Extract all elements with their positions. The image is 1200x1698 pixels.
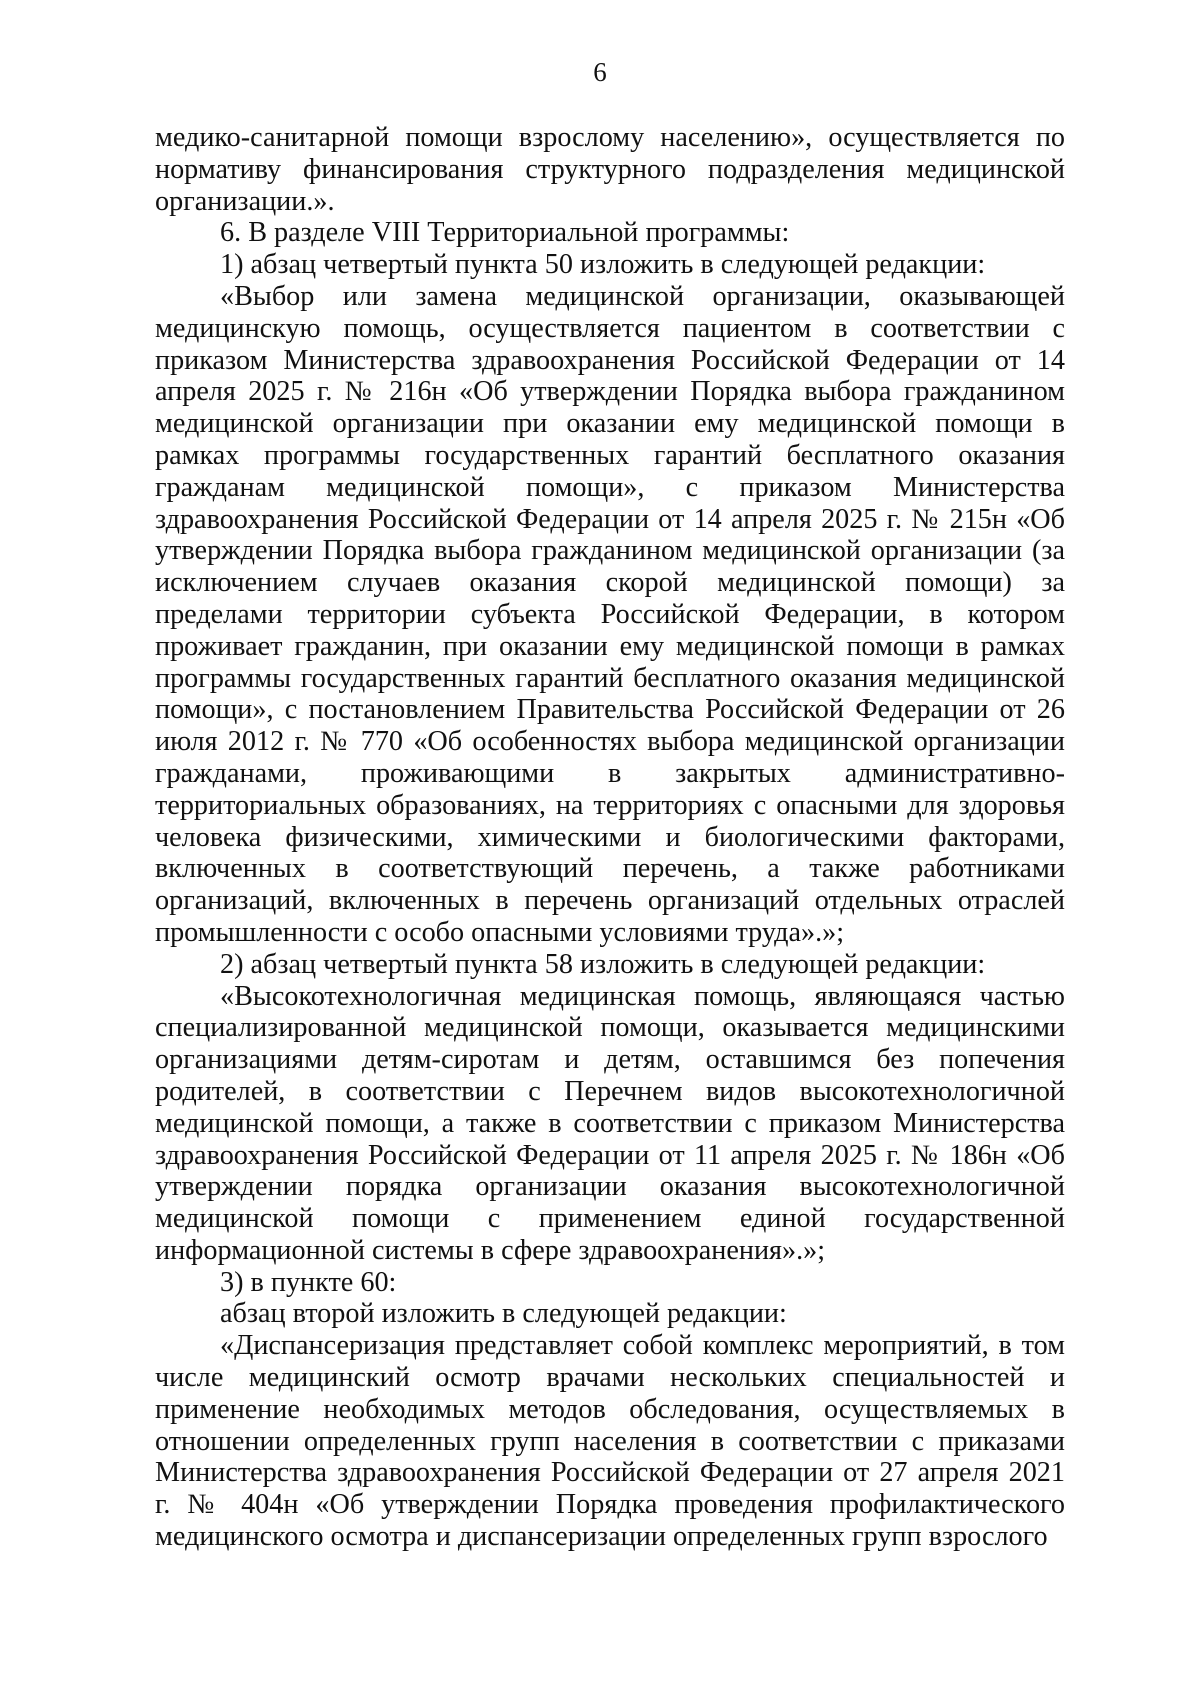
paragraph-item-1-text: «Выбор или замена медицинской организации, оказывающей медицинскую помощь, осуществляется пациентом в соответствии с приказом Министерства здравоохранения Российской Федерации от 14 апреля 2025 г. № 216н «Об утверждении Порядка выбора гражданином медицинской организации при оказании ему медицинской помощи в рамках программы государственных гарантий бесплатного оказания гражданам медицинской помощи», с приказом Министерства здравоохранения Российской Федерации от 14 апреля 2025 г. № 215н «Об утверждении Порядка выбора гражданином медицинской организации (за исключением случаев оказания скорой медицинской помощи) за пределами территории субъекта Российской Федерации, в котором проживает гражданин, при оказании ему медицинской помощи в рамках программы государственных гарантий бесплатного оказания медицинской помощи», с постановлением Правительства Российской Федерации от 26 июля 2012 г. № 770 «Об особенностях выбора медицинской организации гражданами, проживающими в закрытых административно-территориальных образованиях, на территориях с опасными для здоровья человека физическими, химическими и биологическими факторами, включенных в соответствующий перечень, а также работниками организаций, включенных в перечень организаций отдельных отраслей промышленности с особо опасными условиями труда».»; bbox=[155, 280, 1065, 948]
paragraph-item-3: 3) в пункте 60: bbox=[220, 1266, 397, 1298]
paragraph-continuation: медико-санитарной помощи взрослому населению», осуществляется по нормативу финансирования структурного подразделения медицинской организации.». bbox=[155, 122, 1065, 217]
document-body bbox=[155, 122, 1065, 1553]
paragraph-item-3-text: «Диспансеризация представляет собой комплекс мероприятий, в том числе медицинский осмотр врачами нескольких специальностей и применение необходимых методов обследования, осуществляемых в отношении определенных групп населения в соответствии с приказами Министерства здравоохранения Российской Федерации от 27 апреля 2021 г. № 404н «Об утверждении Порядка проведения профилактического медицинского осмотра и диспансеризации определенных групп взрослого bbox=[155, 1330, 1065, 1553]
paragraph-item-3-subitem: абзац второй изложить в следующей редакции: bbox=[220, 1298, 787, 1330]
paragraph-item-2-text: «Высокотехнологичная медицинская помощь, являющаяся частью специализированной медицинской помощи, оказывается медицинскими организациями детям-сиротам и детям, оставшимся без попечения родителей, в соответствии с Перечнем видов высокотехнологичной медицинской помощи, а также в соответствии с приказом Министерства здравоохранения Российской Федерации от 11 апреля 2025 г. № 186н «Об утверждении порядка организации оказания высокотехнологичной медицинской помощи с применением единой государственной информационной системы в сфере здравоохранения».»; bbox=[155, 980, 1065, 1266]
paragraph-item-1: 1) абзац четвертый пункта 50 изложить в следующей редакции: bbox=[220, 249, 986, 281]
paragraph-item-2: 2) абзац четвертый пункта 58 изложить в следующей редакции: bbox=[220, 948, 986, 980]
paragraph-section-heading: 6. В разделе VIII Территориальной программы: bbox=[220, 217, 790, 249]
page-number: 6 bbox=[593, 57, 607, 87]
